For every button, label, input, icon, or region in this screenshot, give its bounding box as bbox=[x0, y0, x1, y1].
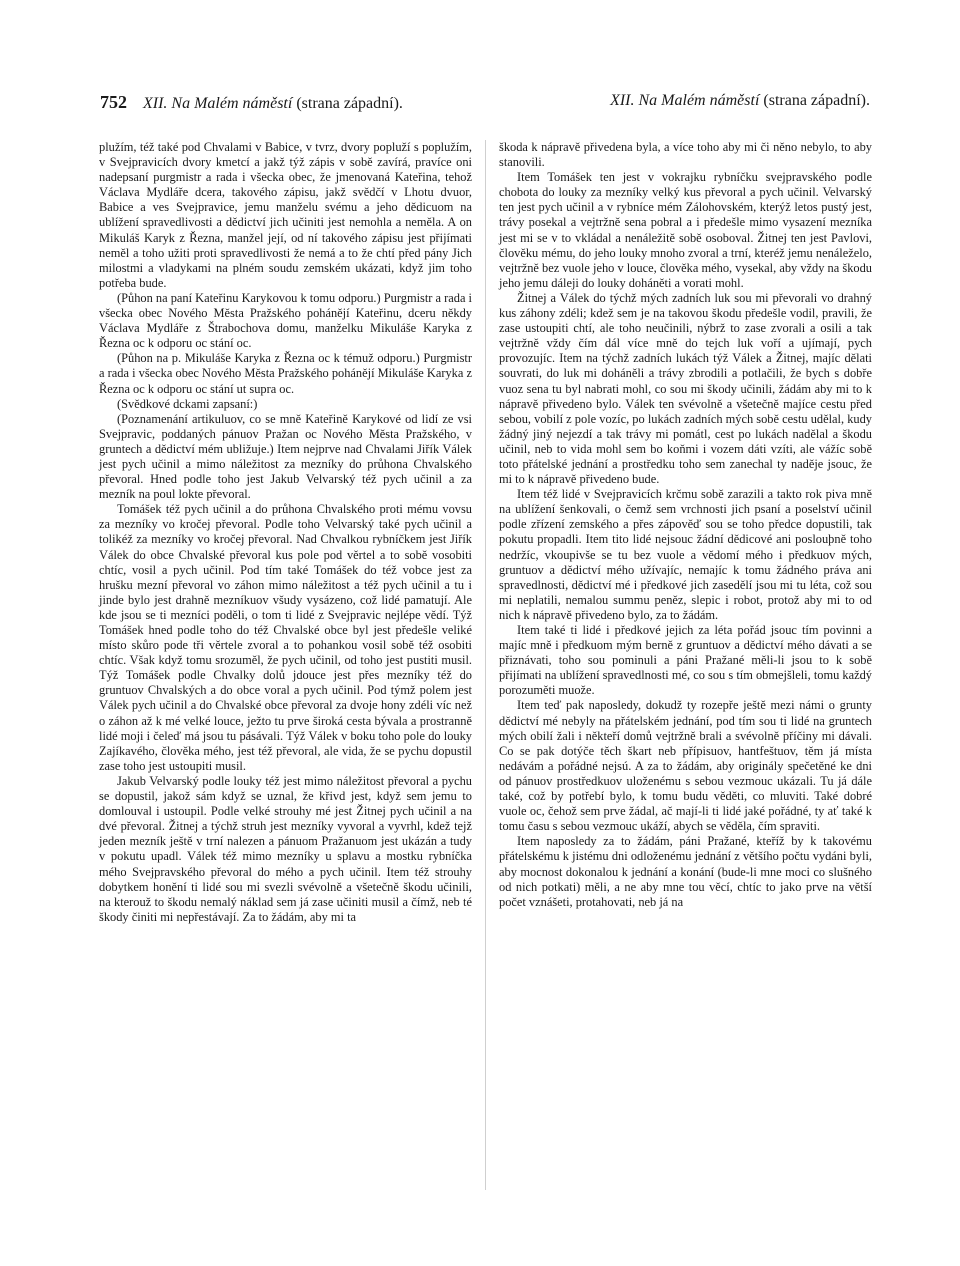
paragraph: Jakub Velvarský podle louky též jest mimo náležitost převoral a pychu se dopustil, jakož sám když se uznal, že křivd jest, když sem jemu to domlouval i ustoupil. Podle velké strouhy mé jest Žitnej pych učinil a na dvé převoral. Žitnej a týchž struh jest mezníky vyvoral a vyvrhl, kdež tejž jeden mezník ještě v trní nalezen a pánuom Pražanuom jest ukázán a tudy v pokutu upadl. Válek též mimo mezníky u splavu a mostku rybníčka mého Svejpravského převoral do mého a pych učinil. Item též strouhy dobytkem honění ti lidé sou mi svezli svévolně a všetečně škodu učinili, na kterouž to škodu nemalý náklad sem já zase učiniti musil a čímž, neb té škody činiti mi nepřestávají. Za to žádám, aby mi ta bbox=[99, 773, 472, 924]
paragraph: Žitnej a Válek do týchž mých zadních luk sou mi převorali vo drahný kus záhony zdéli; kdež sem je na takovou škodu předešle vodil, pravili, že zase ustoupiti chtí, ale toho neučinili, nýbrž to zase zvorali a osili a tak vejtržně vždy čím dál více mně do tejch luk voří a ujímají, pych provozujíc. Item na týchž zadních lukách týž Válek a Žitnej, majíc dělati souvrati, do luk mi doháněli a trávy zbrodili a potlačili, že bych s dobře vuoz sena tu byl nabrati mohl, co sou mi škody učinili, žádám aby mi to k nápravě přivedeno bylo. Válek ten svévolně a všetečně majíce cestu před sebou, vobilí z pole vozíc, po lukách zadních mých sobě cestu udělal, kudy žádný jiný nejezdí a tak trávy mi pomátl, cest po lukách nadělal a škodu učinil, neb to vida mohl sem bo koňmi i vozem dáti vzíti, ale vážíc sobě toto přátelské jednání a prostředku toho sem zanechal ty naděje jsouc, že mi to k nápravě přivedeno bude. bbox=[499, 290, 872, 487]
page-header bbox=[100, 92, 870, 114]
left-column bbox=[99, 140, 472, 925]
header-right-subtitle: (strana západní). bbox=[763, 92, 870, 109]
header-left-title: XII. Na Malém náměstí bbox=[143, 95, 293, 112]
header-left-subtitle: (strana západní). bbox=[296, 95, 403, 112]
header-right-title: XII. Na Malém náměstí bbox=[610, 92, 760, 109]
paragraph: plužím, též také pod Chvalami v Babice, v tvrz, dvory popluží s poplužím, v Svejpravicích dvory kmetcí a jakž týž zápis v sobě zavírá, pravíce oni nadepsaní purgmistr a rada i všecka obec, že jmenovaná Kateřina, tehož Václava Mydláře dcera, takového zápisu, jakž svědčí v Lhotu dvuor, Babice a ves Svejpravice, jemu manželu svému a jeho dědicuom na ublížení spravedlivosti a dědictví jich učiniti jest nemohla a neměla. A on Mikuláš Karyk z Řezna, manžel její, od ní takového zápisu jest přijímati neměl a toho užiti proti spravedlivosti že nemá a to že chtí před pány Jich milostmi a vladykami na plném soudu zemském ukázati, když jim toho potřeba bude. bbox=[99, 140, 472, 290]
paragraph: (Půhon na p. Mikuláše Karyka z Řezna oc k témuž odporu.) Purgmistr a rada i všecka obec Nového Města Pražského pohánějí Mikuláše Karyka z Řezna oc k odporu oc stání ut supra oc. bbox=[99, 351, 472, 396]
paragraph: Item naposledy za to žádám, páni Pražané, kteříž by k takovému přátelskému k jistému dni odloženému jednání z většího počtu vydáni byli, aby mocnost dokonalou k jednání a konání (bude-li mne moci co slušného od nich potkati) měli, a ne aby mne tou věcí, chtíc to jako prve na větší počet vznášeti, protahovati, neb já na bbox=[499, 834, 872, 909]
header-right bbox=[610, 92, 870, 110]
right-column bbox=[499, 140, 872, 910]
paragraph: (Půhon na paní Kateřinu Karykovou k tomu odporu.) Purgmistr a rada i všecka obec Nového Města Pražského pohánějí Kateřinu, dceru někdy Václava Mydláře z Štrabochova domu, manželku Mikuláše Karyka z Řezna oc k odporu oc stání oc. bbox=[99, 290, 472, 351]
page-number: 752 bbox=[100, 92, 127, 112]
paragraph: Tomášek též pych učinil a do průhona Chvalského proti mému vovsu za mezníky vo kročej převoral. Podle toho Velvarský také pych učinil a tolikéž za mezníky vo kročej převoral. Nad Chvalkou rybníčkem jest Jiřík Válek do obce Chvalské převoral kus pole pod věrtel a to sobě vosobiti chtíc, vosil a pych učinil. Pod tím také Tomášek do též vobce jest za hrušku mezní převoral vo záhon mimo náležitost a též pych učinil a tu i jinde bylo jest drahně mezníkuov všudy vysázeno, což lidé pamatují. Ale kde jsou se ti mezníci poděli, o tom ti lidé z Svejpravic nejlépe vědí. Týž Tomášek hned podle toho do též Chvalské obce byl jest předešle veliké místo skůro pode tři věrtele zvoral a to pohankou vosil sobě též osobiti chtíc. Však když tomu srozuměl, že pych učinil, od toho jest pustiti musil. Týž Tomášek podle Chvalky dolů jdouce jest přes mezníky též do gruntuov Chvalských a do obce voral a pych učinil. Pod týmž polem jest Válek pych učinil a do Chvalské obce převoral za dvoje hony zdéli víc než o záhon až k mé velké louce, ježto tu prve široká cesta bývala a prostranně lidé moji i čeleď má jsou tu pásávali. Týž Válek v boku toho pole do louky Zajíkavého, člověka mého, jest též převoral, ale vida, že se pychu dopustil zase toho jest ustoupiti musil. bbox=[99, 502, 472, 773]
header-left bbox=[100, 92, 403, 113]
paragraph: Item teď pak naposledy, dokudž ty rozepře ještě mezi námi o grunty dědictví mé nebyly na přátelském jednání, pod tím sou ti lidé na gruntech mých obilí žali i někteří domů vejtržně brali a svévolně příčiny mi dávali. Co se pak dotýče těch škart neb přípisuov, hantfeštuov, těm já místa nedávám a pořádné nejsú. A za to žádám, aby originály spečetěné ke dni od pánuov prostředkuov uloženému s sebou vezmouc ukázali. Tu já dále také, což by potřebí bylo, k tomu budu věděti, co mluviti. Také dobré vuole oc, čehož sem prve žádal, ač mají-li ti lidé jaké pořádné, ty ať také k tomu času s sebou vezmouc ukáží, abych se věděla, čím spraviti. bbox=[499, 698, 872, 834]
paragraph: Item Tomášek ten jest v vokrajku rybníčku svejpravského podle chobota do louky za mezníky velký kus převoral a pych učinil. Velvarský ten jest pych učinil a v rybníce mém Zálohovském, kterýž letos pustý jest, trávy posekal a vejtržně sena pobral a i předešle mimo vysazení mezníka jest mi se v to vkládal a nenáležitě sobě osoboval. Žitnej ten jest Pavlovi, člověku mému, do jeho louky mnoho zvoral a trní, kteréž jemu nenáleželo, vejtržně bez vuole jeho v louce, člověka mého, vysekal, aby vždy na škodu jeho jemu dáleji do louky doháněti a vorati mohl. bbox=[499, 170, 872, 290]
column-divider bbox=[485, 140, 486, 1190]
paragraph: (Svědkové dckami zapsaní:) bbox=[117, 396, 258, 411]
paragraph: Item též lidé v Svejpravicích krčmu sobě zarazili a takto rok piva mně na ublížení šenkovali, o čemž sem vrchnosti jich psaní a poselství učinil podle zřízení zemského a přes zápověď sou se toho předce dopustili, tak pokutu propadli. Item tito lidé nejsouc žádní dědicové ani poslouþně toho nedržíc, vkoupivše se tu bez vuole a vědomí mého i předkuov mých, gruntuov a dědictví mého užívajíc, nemajíc k tomu žádného práva ani spravedlnosti, dědictví mé i předkové jich zasedělí jsou mi tu léta, což sou mi neplatili, nemalou summu peněz, slepic i robot, protož aby mi to od nich k nápravě přivedeno bylo, za to žádám. bbox=[499, 487, 872, 622]
paragraph: (Poznamenání artikuluov, co se mně Kateřině Karykové od lidí ze vsi Svejpravic, poddaných pánuov Pražan oc Nového Města Pražského, v gruntech a dědictví mém ubližuje.) Item nejprve nad Chvalami Jiřík Válek jest pych učinil a mimo náležitost za mezníky do průhona Chvalského převoral. Hned podle toho jest Jakub Velvarský též pych učinil a za mezník na poul lokte převoral. bbox=[99, 411, 472, 502]
paragraph: škoda k nápravě přivedena byla, a více toho aby mi či něno nebylo, to aby stanovili. bbox=[499, 140, 872, 170]
paragraph: Item také ti lidé i předkové jejich za léta pořád jsouc tím povinni a majíc mně i předkuom mým berně z gruntuov a dědictví mého dávati a se přiznávati, toho sou pominuli a páni Pražané měli-li jsou to k sobě přijímati na ublížení spravedlnosti mé, co sou s tím obmejšleli, tomu každý porozuměti muože. bbox=[499, 623, 872, 698]
